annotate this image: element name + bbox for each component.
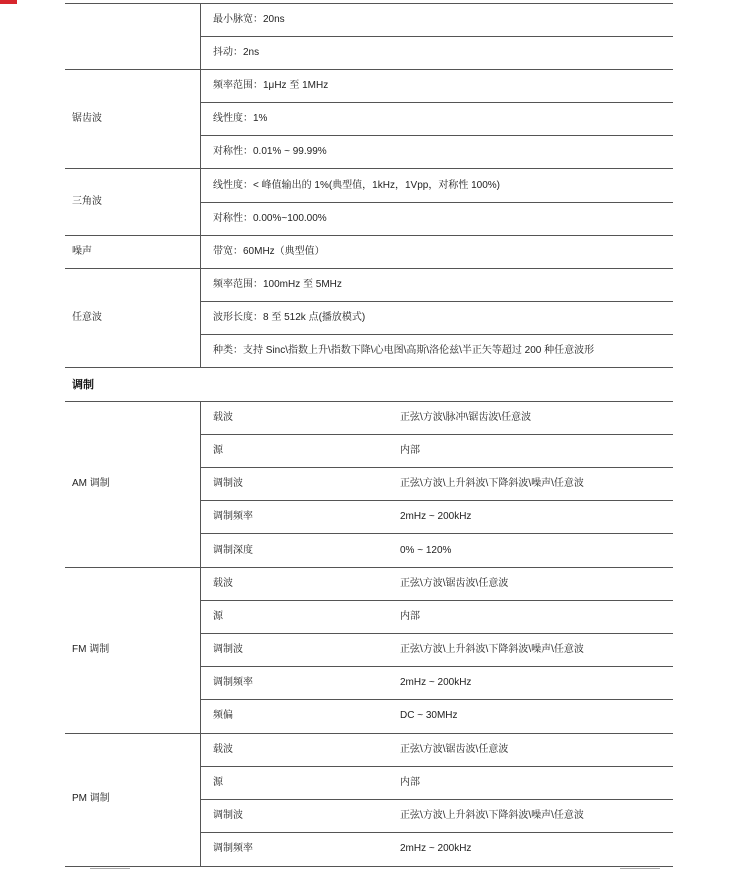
param-value: DC ~ 30MHz xyxy=(400,710,458,721)
param-value: 内部 xyxy=(400,445,420,456)
table-rule xyxy=(200,633,673,634)
table-rule xyxy=(200,500,673,501)
table-rule xyxy=(65,69,673,70)
spec-cell: 抖动：2ns xyxy=(213,47,260,58)
table-rule xyxy=(200,102,673,103)
table-rule xyxy=(65,401,673,402)
param-name: 载波 xyxy=(213,744,233,755)
category-label: 噪声 xyxy=(72,246,92,257)
param-value: 2mHz ~ 200kHz xyxy=(400,843,472,854)
param-name: 调制频率 xyxy=(213,677,253,688)
spec-cell: 波形长度：8 至 512k 点(播放模式) xyxy=(213,312,366,323)
table-rule xyxy=(65,168,673,169)
footer-fragment xyxy=(90,868,130,869)
param-name: 源 xyxy=(213,611,223,622)
table-rule xyxy=(65,866,673,867)
table-rule xyxy=(200,832,673,833)
category-label: 任意波 xyxy=(72,312,102,323)
table-rule xyxy=(200,202,673,203)
param-name: 调制深度 xyxy=(213,545,253,556)
table-rule xyxy=(65,367,673,368)
spec-cell: 线性度：1% xyxy=(213,113,268,124)
section-title: 调制 xyxy=(72,379,94,391)
param-value: 正弦\方波\上升斜波\下降斜波\噪声\任意波 xyxy=(400,478,584,489)
table-rule xyxy=(200,334,673,335)
table-rule xyxy=(200,301,673,302)
spec-cell: 对称性：0.01% ~ 99.99% xyxy=(213,146,327,157)
column-divider xyxy=(200,401,201,866)
spec-cell: 频率范围：100mHz 至 5MHz xyxy=(213,279,342,290)
param-value: 正弦\方波\上升斜波\下降斜波\噪声\任意波 xyxy=(400,644,584,655)
spec-cell: 最小脉宽：20ns xyxy=(213,14,285,25)
column-divider xyxy=(200,3,201,367)
table-rule xyxy=(200,600,673,601)
param-name: 调制频率 xyxy=(213,511,253,522)
table-rule xyxy=(65,268,673,269)
param-value: 0% ~ 120% xyxy=(400,545,452,556)
param-value: 正弦\方波\上升斜波\下降斜波\噪声\任意波 xyxy=(400,810,584,821)
footer-fragment xyxy=(620,868,660,869)
category-label: PM 调制 xyxy=(72,793,110,804)
param-name: 载波 xyxy=(213,578,233,589)
table-rule xyxy=(200,799,673,800)
param-value: 2mHz ~ 200kHz xyxy=(400,511,472,522)
spec-cell: 线性度：< 峰值输出的 1%(典型值，1kHz，1Vpp，对称性 100%) xyxy=(213,180,501,191)
spec-cell: 带宽：60MHz（典型值） xyxy=(213,246,325,257)
param-value: 正弦\方波\锯齿波\任意波 xyxy=(400,578,509,589)
param-value: 正弦\方波\锯齿波\任意波 xyxy=(400,744,509,755)
spec-cell: 种类：支持 Sinc\指数上升\指数下降\心电图\高斯\洛伦兹\半正矢等超过 200 种任意波形 xyxy=(213,345,595,356)
table-rule xyxy=(200,36,673,37)
table-rule xyxy=(65,733,673,734)
table-rule xyxy=(200,467,673,468)
table-rule xyxy=(65,567,673,568)
param-name: 载波 xyxy=(213,412,233,423)
param-name: 调制波 xyxy=(213,810,243,821)
table-rule xyxy=(200,533,673,534)
param-value: 内部 xyxy=(400,777,420,788)
param-name: 频偏 xyxy=(213,710,233,721)
spec-cell: 对称性：0.00%~100.00% xyxy=(213,213,327,224)
red-header-mark xyxy=(0,0,17,4)
table-rule xyxy=(200,434,673,435)
param-value: 正弦\方波\脉冲\锯齿波\任意波 xyxy=(400,412,532,423)
spec-cell: 频率范围：1μHz 至 1MHz xyxy=(213,80,329,91)
table-rule xyxy=(65,235,673,236)
param-value: 2mHz ~ 200kHz xyxy=(400,677,472,688)
param-name: 源 xyxy=(213,445,223,456)
category-label: FM 调制 xyxy=(72,644,110,655)
table-rule xyxy=(200,699,673,700)
category-label: 锯齿波 xyxy=(72,113,102,124)
param-name: 源 xyxy=(213,777,223,788)
category-label: 三角波 xyxy=(72,196,102,207)
param-name: 调制波 xyxy=(213,478,243,489)
category-label: AM 调制 xyxy=(72,478,110,489)
table-rule xyxy=(65,3,673,4)
param-name: 调制频率 xyxy=(213,843,253,854)
table-rule xyxy=(200,135,673,136)
param-value: 内部 xyxy=(400,611,420,622)
param-name: 调制波 xyxy=(213,644,243,655)
table-rule xyxy=(200,766,673,767)
table-rule xyxy=(200,666,673,667)
